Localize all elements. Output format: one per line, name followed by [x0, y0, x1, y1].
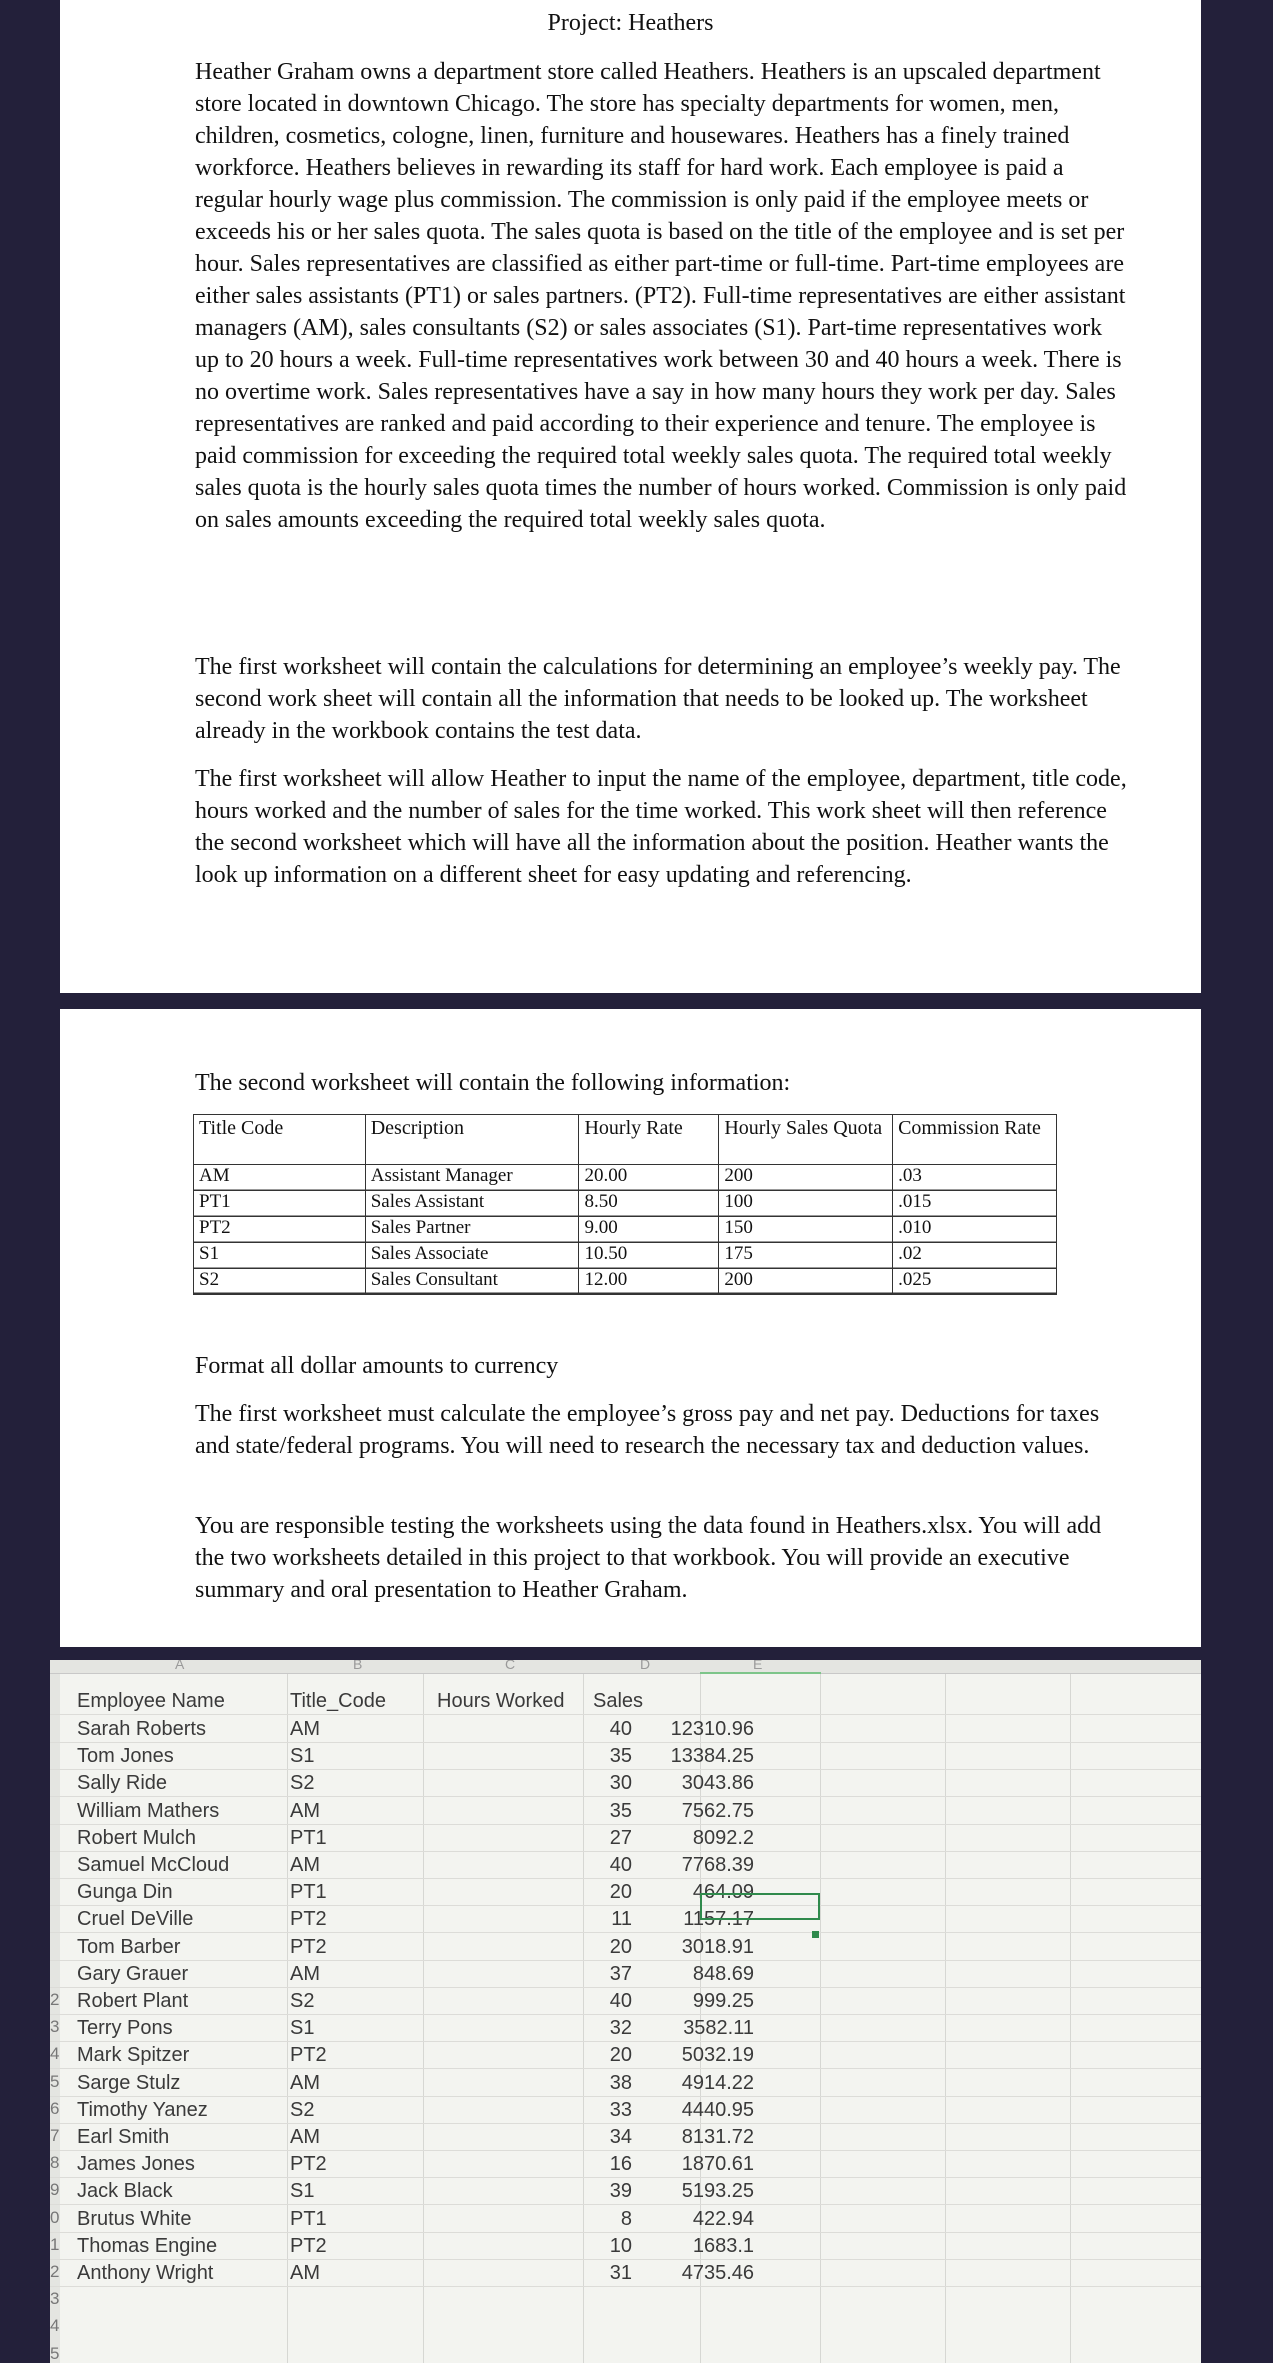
table-cell[interactable]: 13384.25 [670, 1745, 754, 1768]
table-cell: PT1 [194, 1191, 366, 1217]
paragraph-testing: You are responsible testing the worksheets using the data found in Heathers.xlsx. You will add the two worksheets detailed in this project to that workbook. You will provide an executive summary and oral presentation to Heather Graham. [195, 1513, 1102, 1603]
table-cell[interactable]: Gunga Din [77, 1881, 173, 1904]
table-cell: 200 [719, 1269, 893, 1295]
table-cell[interactable]: Terry Pons [77, 2017, 173, 2040]
table-cell[interactable]: AM [290, 2071, 320, 2094]
table-cell: 12.00 [579, 1269, 719, 1295]
table-cell[interactable]: 35 [609, 1799, 632, 1822]
row-number-label: 8 [50, 2153, 60, 2173]
row-number-label: 9 [50, 2180, 60, 2200]
header-cell[interactable]: Hours Worked [437, 1690, 565, 1712]
table-cell[interactable]: Timothy Yanez [77, 2098, 208, 2121]
table-cell[interactable]: Sarge Stulz [77, 2071, 181, 2094]
table-cell[interactable]: 20 [609, 2044, 632, 2067]
table-row[interactable] [50, 2097, 1201, 2124]
table-cell[interactable]: Sarah Roberts [77, 1718, 206, 1740]
table-cell[interactable]: 464.09 [692, 1881, 754, 1904]
table-cell[interactable]: 40 [609, 1718, 632, 1740]
document-page-1 [60, 0, 1201, 993]
table-cell[interactable]: 8092.2 [692, 1826, 754, 1849]
table-cell[interactable]: 34 [609, 2126, 632, 2148]
table-cell[interactable]: Tom Jones [77, 1745, 174, 1768]
table-header-row [194, 1115, 1057, 1165]
table-cell[interactable]: 8 [620, 2207, 632, 2230]
row-number-label: 2 [50, 1990, 60, 2009]
row-number[interactable] [50, 2042, 64, 2069]
table-cell: .03 [893, 1165, 1057, 1191]
table-row[interactable] [50, 1743, 1201, 1770]
row-number-label: 0 [50, 2207, 60, 2227]
table-cell[interactable]: 10 [609, 2234, 632, 2257]
table-intro: The second worksheet will contain the following information: [195, 1070, 791, 1096]
column-header-bar [50, 1660, 1201, 1674]
table-cell[interactable]: 848.69 [692, 1962, 754, 1985]
spreadsheet[interactable] [50, 1660, 1201, 2363]
table-cell[interactable]: Gary Grauer [77, 1962, 189, 1985]
table-header-cell: Commission Rate [893, 1115, 1057, 1165]
table-cell: 175 [719, 1243, 893, 1269]
table-cell[interactable]: AM [290, 1854, 320, 1876]
table-cell: 100 [719, 1191, 893, 1217]
paragraph-worksheet-overview: The first worksheet will contain the calculations for determining an employee’s weekly pay. The second work sheet will contain all the information that needs to be looked up. The worksheet already in the workbook contains the test data. [195, 654, 1121, 744]
table-row[interactable] [50, 2178, 1201, 2205]
column-letter[interactable]: A [175, 1660, 185, 1672]
table-cell[interactable]: S1 [290, 2180, 315, 2203]
lookup-table [193, 1114, 1057, 1295]
table-cell[interactable]: 4440.95 [681, 2098, 754, 2121]
table-cell[interactable]: 8131.72 [681, 2126, 754, 2148]
table-cell[interactable]: AM [290, 1799, 320, 1822]
table-cell[interactable]: AM [290, 2262, 320, 2284]
document-page-2 [60, 1009, 1201, 1647]
table-row [194, 1191, 1057, 1217]
table-cell: Sales Partner [365, 1217, 579, 1243]
table-cell[interactable]: 32 [609, 2017, 632, 2040]
table-cell[interactable]: 1683.1 [692, 2234, 754, 2257]
table-cell[interactable]: PT2 [290, 2153, 327, 2176]
table-cell: PT2 [194, 1217, 366, 1243]
table-cell[interactable]: Brutus White [77, 2207, 192, 2230]
row-number-label: 4 [50, 2316, 60, 2336]
table-cell[interactable]: 38 [609, 2071, 632, 2094]
table-cell: Sales Assistant [365, 1191, 579, 1217]
table-row[interactable] [50, 1716, 1201, 1743]
table-cell: 150 [719, 1217, 893, 1243]
table-cell[interactable]: PT1 [290, 1826, 327, 1849]
table-cell: 200 [719, 1165, 893, 1191]
table-cell: 9.00 [579, 1217, 719, 1243]
table-row[interactable] [50, 1988, 1201, 2015]
table-cell: 20.00 [579, 1165, 719, 1191]
table-cell[interactable]: 39 [609, 2180, 632, 2203]
table-cell[interactable]: 422.94 [692, 2207, 754, 2230]
table-row[interactable] [50, 2124, 1201, 2151]
row-number[interactable] [50, 2233, 64, 2260]
paragraph-first-worksheet: The first worksheet will allow Heather to input the name of the employee, department, title code, hours worked and the number of sales for the time worked. This work sheet will then reference the second worksheet which will have all the information about the position. Heather wants the look up information on a different sheet for easy updating and referencing. [195, 766, 1127, 888]
row-number[interactable] [50, 2015, 64, 2042]
table-cell[interactable]: 33 [609, 2098, 632, 2121]
column-letter[interactable]: E [753, 1660, 763, 1672]
table-header-cell: Title Code [194, 1115, 366, 1165]
table-cell[interactable]: 20 [609, 1935, 632, 1958]
table-row[interactable] [50, 2151, 1201, 2178]
table-cell[interactable]: AM [290, 1718, 320, 1740]
table-cell[interactable]: 12310.96 [670, 1718, 754, 1740]
row-number[interactable] [50, 2206, 64, 2233]
column-letter[interactable]: C [505, 1660, 516, 1672]
row-number-label: 4 [50, 2044, 60, 2064]
row-number-label: 2 [50, 2262, 60, 2281]
table-cell[interactable]: AM [290, 2126, 320, 2148]
table-cell[interactable]: S1 [290, 1745, 315, 1768]
row-number[interactable] [50, 2260, 64, 2287]
table-row[interactable] [50, 1934, 1201, 1961]
table-cell: .010 [893, 1217, 1057, 1243]
row-number-label: 3 [50, 2289, 60, 2309]
row-number-label: 7 [50, 2126, 60, 2145]
paragraph-gross-pay: The first worksheet must calculate the employee’s gross pay and net pay. Deductions for taxes and state/federal programs. You will need to research the necessary tax and deduction values. [195, 1401, 1100, 1459]
table-cell[interactable]: 40 [609, 1990, 632, 2012]
table-row[interactable] [50, 2042, 1201, 2069]
table-cell[interactable]: Tom Barber [77, 1935, 181, 1958]
table-cell[interactable]: AM [290, 1962, 320, 1985]
table-cell[interactable]: 1157.17 [683, 1908, 754, 1931]
paragraph-intro: Heather Graham owns a department store called Heathers. Heathers is an upscaled department store located in downtown Chicago. The store has specialty departments for women, men, children, cosmetics, cologne, linen, furniture and housewares. Heathers has a finely trained workforce. Heathers believes in rewarding its staff for hard work. Each employee is paid a regular hourly wage plus commission. The commission is only paid if the employee meets or exceeds his or her sales quota. The sales quota is based on the title of the employee and is set per hour. Sales representatives are classified as either part-time or full-time. Part-time employees are either sales assistants (PT1) or sales partners. (PT2). Full-time representatives are either assistant managers (AM), sales consultants (S2) or sales associates (S1). Part-time representatives work up to 20 hours a week. Full-time representatives work between 30 and 40 hours a week. There is no overtime work. Sales representatives have a say in how many hours they work per day. Sales representatives are ranked and paid according to their experience and tenure. The employee is paid commission for exceeding the required total weekly sales quota. The required total weekly sales quota is the hourly sales quota times the number of hours worked. Commission is only paid on sales amounts exceeding the required total weekly sales quota. [195, 59, 1127, 533]
row-number[interactable] [50, 1988, 64, 2015]
table-cell[interactable]: 3582.11 [683, 2017, 754, 2040]
table-header-cell: Hourly Sales Quota [719, 1115, 893, 1165]
table-cell[interactable]: 11 [611, 1908, 632, 1931]
row-number[interactable] [50, 2314, 64, 2341]
table-cell[interactable]: S2 [290, 2098, 315, 2121]
table-cell[interactable]: PT1 [290, 1881, 327, 1904]
table-cell[interactable]: 7768.39 [681, 1854, 754, 1876]
row-number-label: 6 [50, 2098, 60, 2118]
row-number-label: 1 [50, 2234, 60, 2254]
row-number[interactable] [50, 2287, 64, 2314]
header-cell[interactable]: Title_Code [290, 1690, 386, 1712]
table-cell[interactable]: 7562.75 [681, 1799, 754, 1822]
table-row[interactable] [50, 1798, 1201, 1825]
row-number-label: 5 [50, 2071, 60, 2091]
row-number-label: 5 [50, 2343, 60, 2363]
row-number[interactable] [50, 2097, 64, 2124]
table-cell[interactable]: Robert Plant [77, 1990, 189, 2012]
table-row[interactable] [50, 1770, 1201, 1797]
table-cell[interactable]: Sally Ride [77, 1772, 168, 1795]
fill-handle[interactable] [812, 1931, 819, 1938]
table-cell[interactable]: 27 [609, 1826, 632, 1849]
table-cell[interactable]: 40 [609, 1854, 632, 1876]
table-cell: AM [194, 1165, 366, 1191]
table-row [194, 1269, 1057, 1295]
table-cell[interactable]: William Mathers [77, 1799, 220, 1822]
table-row[interactable] [50, 2260, 1201, 2287]
table-cell[interactable]: Cruel DeVille [77, 1908, 194, 1931]
table-row[interactable] [50, 1852, 1201, 1879]
table-cell[interactable]: 3018.91 [681, 1935, 754, 1958]
row-number[interactable] [50, 2151, 64, 2178]
table-cell: .015 [893, 1191, 1057, 1217]
header-cell[interactable]: Sales [593, 1690, 644, 1712]
table-cell: Sales Consultant [365, 1269, 579, 1295]
table-cell[interactable]: 3043.86 [681, 1772, 754, 1795]
selected-cell[interactable] [700, 1893, 820, 1920]
table-cell[interactable]: 5032.19 [681, 2044, 754, 2067]
row-number-label: 3 [50, 2017, 60, 2037]
table-cell[interactable]: S2 [290, 1990, 315, 2012]
table-cell[interactable]: 5193.25 [681, 2180, 754, 2203]
table-cell[interactable]: PT2 [290, 2234, 327, 2257]
table-cell[interactable]: S1 [290, 2017, 315, 2040]
table-cell[interactable]: PT1 [290, 2207, 327, 2230]
table-row[interactable] [50, 2070, 1201, 2097]
table-cell[interactable]: 1870.61 [681, 2153, 754, 2176]
column-letter[interactable]: D [640, 1660, 651, 1672]
header-cell[interactable]: Employee Name [77, 1690, 225, 1712]
table-cell[interactable]: 35 [609, 1745, 632, 1768]
table-cell[interactable]: Mark Spitzer [77, 2044, 190, 2067]
table-cell[interactable]: PT2 [290, 1935, 327, 1958]
row-number[interactable] [50, 2178, 64, 2205]
table-cell[interactable]: Robert Mulch [77, 1826, 196, 1849]
table-cell: Assistant Manager [365, 1165, 579, 1191]
table-cell[interactable]: 4914.22 [681, 2071, 754, 2094]
table-cell[interactable]: PT2 [290, 1908, 327, 1931]
table-cell[interactable]: 31 [609, 2262, 632, 2284]
table-row [194, 1217, 1057, 1243]
table-row[interactable] [50, 2015, 1201, 2042]
table-cell[interactable]: 20 [609, 1881, 632, 1904]
table-header-cell: Description [365, 1115, 579, 1165]
table-cell[interactable]: 37 [609, 1962, 632, 1985]
header-row[interactable] [50, 1688, 1201, 1715]
row-number[interactable] [50, 2124, 64, 2151]
table-row[interactable] [50, 1906, 1201, 1933]
table-row[interactable] [50, 1825, 1201, 1852]
table-cell[interactable]: Jack Black [77, 2180, 173, 2203]
table-cell[interactable]: 16 [609, 2153, 632, 2176]
table-cell[interactable]: S2 [290, 1772, 315, 1795]
row-number[interactable] [50, 2070, 64, 2097]
table-cell[interactable]: Earl Smith [77, 2126, 170, 2148]
table-row [194, 1165, 1057, 1191]
column-letter[interactable]: B [353, 1660, 363, 1672]
row-number[interactable] [50, 2342, 64, 2363]
table-cell: 8.50 [579, 1191, 719, 1217]
table-cell[interactable]: 999.25 [692, 1990, 754, 2012]
table-cell[interactable]: 4735.46 [681, 2262, 754, 2284]
table-cell: S1 [194, 1243, 366, 1269]
format-note: Format all dollar amounts to currency [195, 1353, 559, 1379]
table-cell[interactable]: Thomas Engine [77, 2234, 218, 2257]
table-cell[interactable]: Samuel McCloud [77, 1854, 230, 1876]
table-cell: .02 [893, 1243, 1057, 1269]
table-row[interactable] [50, 1961, 1201, 1988]
table-cell[interactable]: Anthony Wright [77, 2262, 214, 2284]
table-row[interactable] [50, 2233, 1201, 2260]
table-cell: .025 [893, 1269, 1057, 1295]
table-cell[interactable]: 30 [609, 1772, 632, 1795]
table-cell: S2 [194, 1269, 366, 1295]
table-row [194, 1243, 1057, 1269]
table-row[interactable] [50, 1879, 1201, 1906]
table-cell: Sales Associate [365, 1243, 579, 1269]
table-cell[interactable]: James Jones [77, 2153, 195, 2176]
page-title: Project: Heathers [547, 10, 714, 36]
table-header-cell: Hourly Rate [579, 1115, 719, 1165]
table-cell: 10.50 [579, 1243, 719, 1269]
column-accent [700, 1672, 821, 1674]
table-row[interactable] [50, 2206, 1201, 2233]
table-cell[interactable]: PT2 [290, 2044, 327, 2067]
